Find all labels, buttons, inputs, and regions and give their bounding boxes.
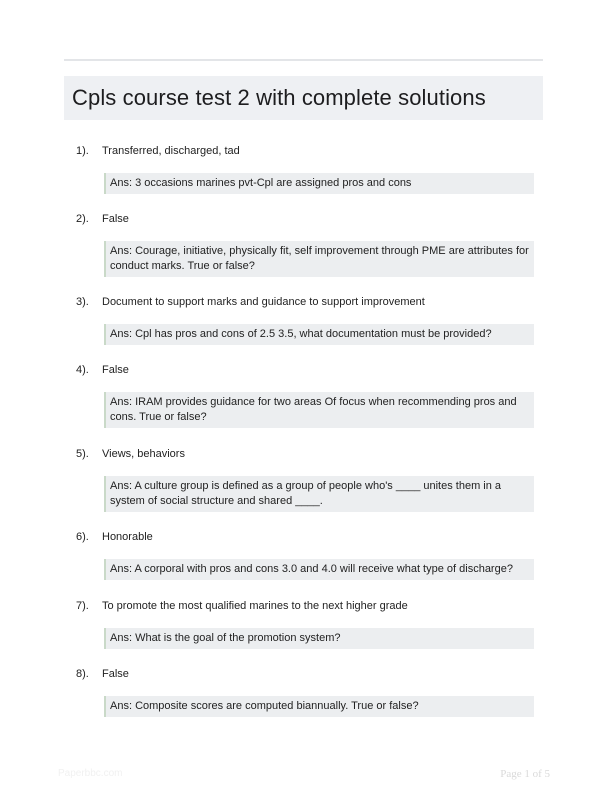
item-number: 4). <box>76 364 89 376</box>
item-question-box: Ans: Courage, initiative, physically fit, self improvement through PME are attributes for conduct marks. True or false? <box>104 241 534 277</box>
item-question-box: Ans: What is the goal of the promotion system? <box>104 628 534 649</box>
item-question-box: Ans: Composite scores are computed biannually. True or false? <box>104 696 534 717</box>
item-number: 6). <box>76 531 89 543</box>
qa-item-7 <box>64 600 543 649</box>
item-answer: Document to support marks and guidance to support improvement <box>102 296 425 308</box>
item-question-box: Ans: Cpl has pros and cons of 2.5 3.5, what documentation must be provided? <box>104 324 534 345</box>
top-divider <box>64 59 543 61</box>
item-number: 1). <box>76 145 89 157</box>
item-answer: False <box>102 364 129 376</box>
item-question-box: Ans: A culture group is defined as a group of people who's ____ unites them in a system of social structure and shared ____. <box>104 476 534 512</box>
item-number: 2). <box>76 213 89 225</box>
page-indicator: Page 1 of 5 <box>500 768 550 780</box>
item-answer: To promote the most qualified marines to the next higher grade <box>102 600 408 612</box>
document-title: Cpls course test 2 with complete solutions <box>72 85 486 110</box>
item-answer: Honorable <box>102 531 153 543</box>
item-question-box: Ans: 3 occasions marines pvt-Cpl are assigned pros and cons <box>104 173 534 194</box>
item-answer: Views, behaviors <box>102 448 185 460</box>
qa-item-5 <box>64 448 543 512</box>
item-number: 3). <box>76 296 89 308</box>
qa-item-4 <box>64 364 543 428</box>
qa-item-6 <box>64 531 543 580</box>
item-number: 8). <box>76 668 89 680</box>
qa-item-1 <box>64 145 543 194</box>
qa-item-2 <box>64 213 543 277</box>
item-answer: False <box>102 213 129 225</box>
qa-item-8 <box>64 668 543 717</box>
title-banner <box>64 76 543 120</box>
item-number: 5). <box>76 448 89 460</box>
item-question-box: Ans: A corporal with pros and cons 3.0 and 4.0 will receive what type of discharge? <box>104 559 534 580</box>
item-answer: Transferred, discharged, tad <box>102 145 240 157</box>
footer-watermark: Paperbbc.com <box>58 768 123 779</box>
item-question-box: Ans: IRAM provides guidance for two areas Of focus when recommending pros and cons. True or false? <box>104 392 534 428</box>
item-answer: False <box>102 668 129 680</box>
qa-item-3 <box>64 296 543 345</box>
item-number: 7). <box>76 600 89 612</box>
